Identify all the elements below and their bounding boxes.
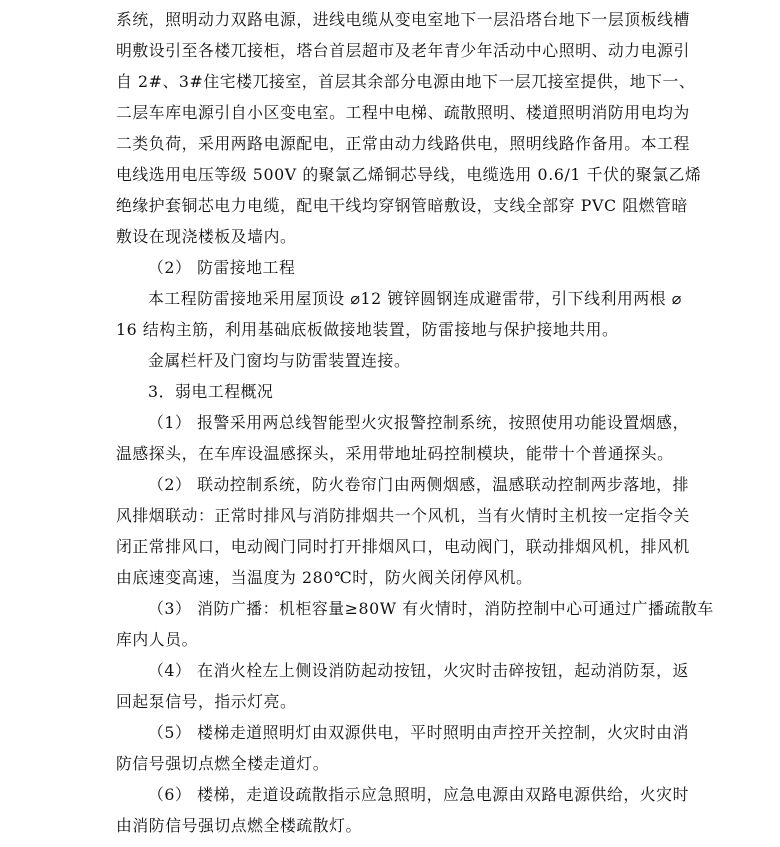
body-text-line: 系统，照明动力双路电源，进线电缆从变电室地下一层沿塔台地下一层顶板线槽 <box>116 10 690 29</box>
list-item-line: （1） 报警采用两总线智能型火灾报警控制系统，按照使用功能设置烟感， <box>148 413 689 432</box>
list-item-line: 由消防信号强切点燃全楼疏散灯。 <box>116 816 362 835</box>
list-item-line: 防信号强切点燃全楼走道灯。 <box>116 754 330 773</box>
body-text-line: 二层车库电源引自小区变电室。工程中电梯、疏散照明、楼道照明消防用电均为 <box>116 103 690 122</box>
section-heading-weak-current: 3．弱电工程概况 <box>148 382 274 401</box>
list-item-line: 闭正常排风口，电动阀门同时打开排烟风口，电动阀门，联动排烟风机，排风机 <box>116 537 690 556</box>
body-text-line: 本工程防雷接地采用屋顶设 ⌀12 镀锌圆钢连成避雷带，引下线利用两根 ⌀ <box>148 289 682 308</box>
body-text-line: 二类负荷，采用两路电源配电，正常由动力线路供电，照明线路作备用。本工程 <box>116 134 690 153</box>
list-item-line: 温感探头，在车库设温感探头，采用带地址码控制模块，能带十个普通探头。 <box>116 444 674 463</box>
body-text-line: 绝缘护套铜芯电力电缆，配电干线均穿钢管暗敷设，支线全部穿 PVC 阻燃管暗 <box>116 196 688 215</box>
list-item-line: 由底速变高速，当温度为 280℃时，防火阀关闭停风机。 <box>116 568 533 587</box>
body-text-line: 电线选用电压等级 500V 的聚氯乙烯铜芯导线，电缆选用 0.6/1 千伏的聚氯乙烯 <box>116 165 702 184</box>
list-item-line: （3） 消防广播：机柜容量≥80W 有火情时，消防控制中心可通过广播疏散车 <box>148 599 714 618</box>
list-item-line: （4） 在消火栓左上侧设消防起动按钮，火灾时击碎按钮，起动消防泵，返 <box>148 661 689 680</box>
body-text-line: 敷设在现浇楼板及墙内。 <box>116 227 297 246</box>
list-item-line: （5） 楼梯走道照明灯由双源供电，平时照明由声控开关控制，火灾时由消 <box>148 723 689 742</box>
list-item-line: （2） 联动控制系统，防火卷帘门由两侧烟感，温感联动控制两步落地，排 <box>148 475 689 494</box>
body-text-line: 明敷设引至各楼兀接柜，塔台首层超市及老年青少年活动中心照明、动力电源引 <box>116 41 690 60</box>
body-text-line: 自 2#、3#住宅楼兀接室，首层其余部分电源由地下一层兀接室提供，地下一、 <box>116 72 696 91</box>
section-heading-lightning: （2） 防雷接地工程 <box>148 258 296 277</box>
list-item-line: 回起泵信号，指示灯亮。 <box>116 692 297 711</box>
body-text-line: 16 结构主筋，利用基础底板做接地装置，防雷接地与保护接地共用。 <box>116 320 619 339</box>
body-text-line: 金属栏杆及门窗均与防雷装置连接。 <box>148 351 411 370</box>
list-item-line: （6） 楼梯，走道设疏散指示应急照明，应急电源由双路电源供给，火灾时 <box>148 785 689 804</box>
list-item-line: 库内人员。 <box>116 630 198 649</box>
list-item-line: 风排烟联动：正常时排风与消防排烟共一个风机，当有火情时主机按一定指令关 <box>116 506 690 525</box>
